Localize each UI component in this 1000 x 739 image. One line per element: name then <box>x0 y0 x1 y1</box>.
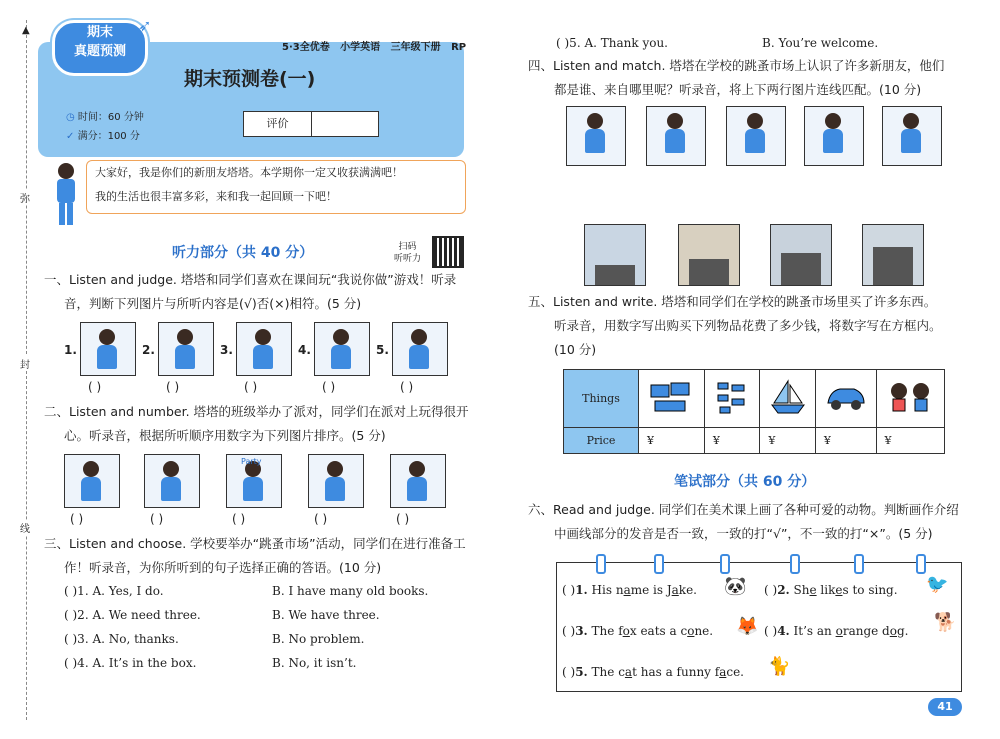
q5-line3: (10 分) <box>554 342 597 357</box>
yen-sign: ¥ <box>823 434 831 447</box>
dog-icon: 🐕 <box>934 612 957 633</box>
cat-icon: 🐈 <box>768 656 791 677</box>
mascot-tata <box>52 163 80 227</box>
eval-box <box>243 111 379 137</box>
q1-picture-3 <box>236 322 292 376</box>
q6-paren-3[interactable]: ( ) <box>562 624 576 638</box>
ring-1 <box>596 554 606 574</box>
thing-boat <box>760 370 816 428</box>
q3-item-3-b: B. No problem. <box>272 632 365 646</box>
q6-paren-5[interactable]: ( ) <box>562 665 576 679</box>
q4-place-1 <box>584 224 646 286</box>
thing-erasers <box>704 370 760 428</box>
intro-line1: 大家好，我是你们的新朋友塔塔。本学期你一定又收获满满吧！ <box>95 166 403 179</box>
q3-item-4-a[interactable]: ( )4. A. It’s in the box. <box>64 656 197 670</box>
header-meta <box>282 38 466 53</box>
q4-place-2 <box>678 224 740 286</box>
q6-sentence-5: ( )5. The cat has a funny face. <box>562 665 744 679</box>
q2-answer-4[interactable]: ( ) <box>314 512 328 526</box>
car-icon <box>824 377 868 417</box>
subject: 小学英语 <box>340 42 381 53</box>
yen-sign: ¥ <box>712 434 720 447</box>
q1-picture-5 <box>392 322 448 376</box>
q4-line1: 四、Listen and match. 塔塔在学校的跳蚤市场上认识了许多新朋友，他们 <box>528 58 945 73</box>
edition: RP <box>451 42 467 53</box>
q3-line1: 三、Listen and choose. 学校要举办“跳蚤市场”活动，同学们在进行准备工 <box>44 536 466 551</box>
price-cell-1[interactable] <box>639 428 705 454</box>
things-header: Things <box>564 370 639 428</box>
q1-instructions <box>44 268 474 316</box>
q4-line2: 都是谁、来自哪里呢？听录音，将上下两行图片连线匹配。(10 分) <box>554 82 922 97</box>
yen-sign: ¥ <box>884 434 892 447</box>
q1-label-2: 2. <box>142 343 155 357</box>
q3-item-1-a[interactable]: ( )1. A. Yes, I do. <box>64 584 164 598</box>
q2-picture-1 <box>64 454 120 508</box>
q3-item-5-a[interactable]: ( )5. A. Thank you. <box>556 36 668 50</box>
ring-4 <box>790 554 800 574</box>
panda-icon: 🐼 <box>724 576 747 597</box>
ring-6 <box>916 554 926 574</box>
dolls-icon <box>885 377 935 417</box>
q2-answer-5[interactable]: ( ) <box>396 512 410 526</box>
price-cell-2[interactable] <box>704 428 760 454</box>
q4-person-1 <box>566 106 626 166</box>
ring-2 <box>654 554 664 574</box>
check-circle-icon: ✓ <box>66 131 75 142</box>
q2-answer-3[interactable]: ( ) <box>232 512 246 526</box>
q2-answer-2[interactable]: ( ) <box>150 512 164 526</box>
score-label: 满分：100 分 <box>77 131 140 142</box>
q3-item-4-b: B. No, it isn’t. <box>272 656 357 670</box>
price-cell-3[interactable] <box>760 428 816 454</box>
q2-picture-5 <box>390 454 446 508</box>
ring-3 <box>720 554 730 574</box>
listening-heading: 听力部分（共 40 分） <box>172 245 314 261</box>
header-badge <box>52 20 148 76</box>
q5-instructions <box>528 290 968 362</box>
q4-place-4 <box>862 224 924 286</box>
q4-person-3 <box>726 106 786 166</box>
binding-arrow-icon: ▲ <box>22 25 30 36</box>
q1-label-5: 5. <box>376 343 389 357</box>
q3-item-1-b: B. I have many old books. <box>272 584 429 598</box>
q1-line1: 一、Listen and judge. 塔塔和同学们喜欢在课间玩“我说你做”游戏！听录 <box>44 272 457 287</box>
intro-line2: 我的生活也很丰富多彩，来和我一起回顾一下吧！ <box>95 190 337 203</box>
q6-line2: 中画线部分的发音是否一致，一致的打“√”，不一致的打“×”。(5 分) <box>554 526 933 541</box>
badge-line1: 期末 <box>86 25 113 40</box>
q1-label-4: 4. <box>298 343 311 357</box>
q1-line2: 音，判断下列图片与所听内容是(√)否(×)相符。(5 分) <box>64 296 362 311</box>
q6-sentence-4: ( )4. It’s an orange dog. <box>764 624 909 638</box>
q4-instructions <box>528 54 968 102</box>
q3-item-5-b: B. You’re welcome. <box>762 36 879 50</box>
erasers-icon <box>712 377 752 417</box>
time-label: 时间：60 分钟 <box>77 112 144 123</box>
q3-line2: 作！听录音，为你所听到的句子选择正确的答语。(10 分) <box>64 560 382 575</box>
q1-picture-2 <box>158 322 214 376</box>
q6-paren-4[interactable]: ( ) <box>764 624 778 638</box>
exam-time <box>66 108 144 123</box>
q2-picture-4 <box>308 454 364 508</box>
q4-place-3 <box>770 224 832 286</box>
page-number-badge <box>928 698 962 716</box>
q3-item-2-a[interactable]: ( )2. A. We need three. <box>64 608 201 622</box>
q6-paren-2[interactable]: ( ) <box>764 583 778 597</box>
thing-dolls <box>876 370 944 428</box>
q1-picture-4 <box>314 322 370 376</box>
q1-picture-1 <box>80 322 136 376</box>
q3-item-2-b: B. We have three. <box>272 608 380 622</box>
q1-answer-3[interactable]: ( ) <box>244 380 258 394</box>
q4-person-5 <box>882 106 942 166</box>
things-table <box>563 369 945 454</box>
qr-line2: 听听力 <box>394 254 422 264</box>
q1-answer-1[interactable]: ( ) <box>88 380 102 394</box>
qr-code[interactable] <box>432 236 464 268</box>
party-sign: Party <box>241 457 262 466</box>
spine-feng: 封 <box>20 356 30 371</box>
exam-title: 期末预测卷(一) <box>184 68 316 90</box>
intro-bubble <box>86 160 466 214</box>
q6-sentence-2: ( )2. She likes to sing. <box>764 583 898 597</box>
q2-instructions <box>44 400 474 448</box>
q2-line2: 心。听录音，根据所听顺序用数字为下列图片排序。(5 分) <box>64 428 386 443</box>
written-heading: 笔试部分（共 60 分） <box>674 474 816 490</box>
q1-answer-5[interactable]: ( ) <box>400 380 414 394</box>
q5-line1: 五、Listen and write. 塔塔和同学们在学校的跳蚤市场里买了许多东西。 <box>528 294 937 309</box>
q1-answer-2[interactable]: ( ) <box>166 380 180 394</box>
rocket-icon: ➶ <box>138 16 152 35</box>
q3-instructions <box>44 532 474 580</box>
bird-icon: 🐦 <box>926 574 949 595</box>
q1-label-1: 1. <box>64 343 77 357</box>
series: 5·3全优卷 <box>282 42 330 53</box>
q4-person-2 <box>646 106 706 166</box>
page-number: 41 <box>937 700 953 713</box>
thing-car <box>815 370 876 428</box>
q6-sentence-3: ( )3. The fox eats a cone. <box>562 624 714 638</box>
price-cell-5[interactable] <box>876 428 944 454</box>
q6-sentence-1: ( )1. His name is Jake. <box>562 583 697 597</box>
exam-score <box>66 127 140 142</box>
q5-line2: 听录音，用数字写出购买下列物品花费了多少钱，将数字写在方框内。 <box>554 318 942 333</box>
spine-mi: 弥 <box>20 190 30 205</box>
books-icon <box>647 377 695 417</box>
q4-person-4 <box>804 106 864 166</box>
boat-icon <box>768 377 808 417</box>
yen-sign: ¥ <box>647 434 654 447</box>
q6-paren-1[interactable]: ( ) <box>562 583 576 597</box>
qr-line1: 扫码 <box>398 242 417 252</box>
yen-sign: ¥ <box>768 434 776 447</box>
eval-input[interactable] <box>312 112 378 136</box>
ring-5 <box>854 554 864 574</box>
q1-label-3: 3. <box>220 343 233 357</box>
price-header: Price <box>564 428 639 454</box>
price-cell-4[interactable] <box>815 428 876 454</box>
q6-instructions <box>528 498 968 546</box>
q2-line1: 二、Listen and number. 塔塔的班级举办了派对，同学们在派对上玩得很开 <box>44 404 469 419</box>
clock-icon: ◷ <box>66 112 75 123</box>
badge-line2: 真题预测 <box>73 44 126 59</box>
qr-caption <box>394 241 421 265</box>
q2-picture-2 <box>144 454 200 508</box>
q2-answer-1[interactable]: ( ) <box>70 512 84 526</box>
q1-answer-4[interactable]: ( ) <box>322 380 336 394</box>
q2-picture-3 <box>226 454 282 508</box>
grade: 三年级下册 <box>390 42 441 53</box>
eval-label: 评价 <box>244 112 312 136</box>
q6-line1: 六、Read and judge. 同学们在美术课上画了各种可爱的动物。判断画作介绍 <box>528 502 959 517</box>
q3-item-3-a[interactable]: ( )3. A. No, thanks. <box>64 632 179 646</box>
thing-books <box>639 370 705 428</box>
fox-icon: 🦊 <box>736 616 759 637</box>
spine-xian: 线 <box>20 520 30 535</box>
